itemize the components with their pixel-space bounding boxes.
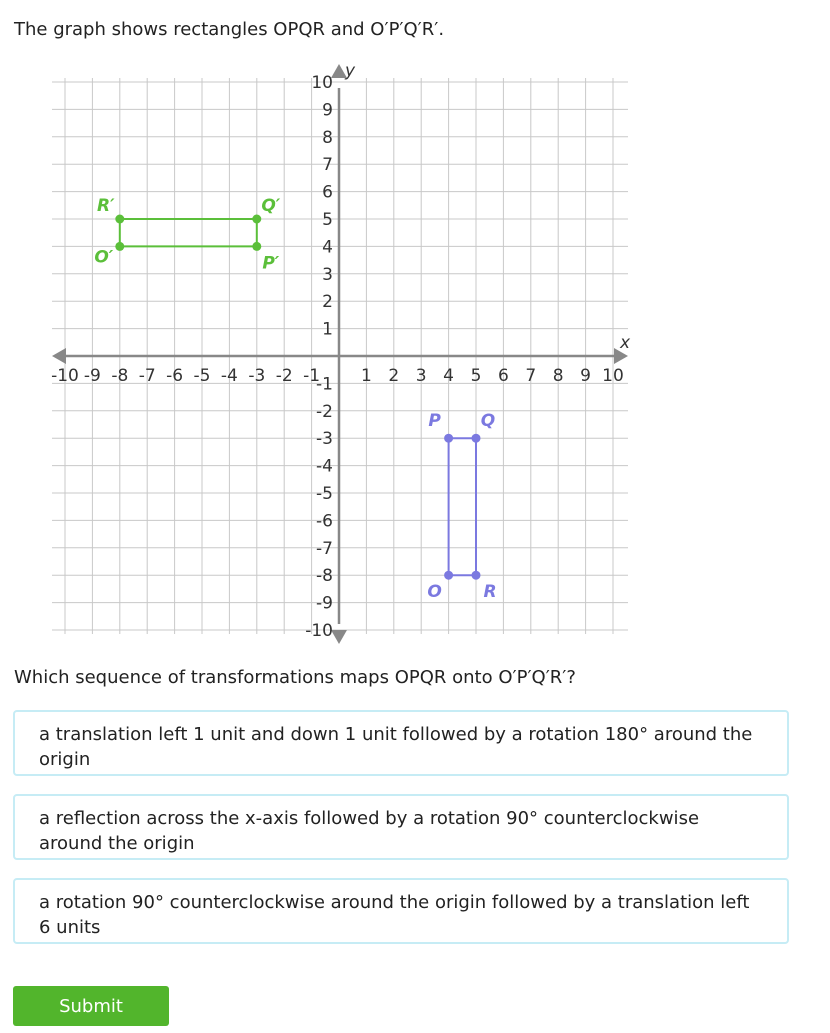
y-tick-label: 5 (322, 210, 333, 230)
y-tick-label: -6 (316, 511, 333, 532)
vertex-point-P′ (252, 242, 261, 251)
vertex-point-P (444, 434, 453, 443)
x-tick-label: 1 (360, 366, 372, 386)
y-tick-label: 9 (322, 100, 333, 121)
y-tick-label: 3 (322, 264, 333, 285)
vertex-label-O: O (427, 582, 442, 603)
y-tick-label: 2 (322, 292, 333, 313)
prompt-text: Which sequence of transformations maps OPQR onto O′P′Q′R′? (14, 667, 576, 688)
x-tick-label: 7 (525, 366, 537, 386)
y-axis-label: y (344, 61, 356, 81)
y-tick-label: 8 (322, 127, 333, 148)
x-tick-label: 10 (602, 366, 624, 386)
axes (52, 61, 631, 644)
rectangle-O′P′Q′R′ (120, 219, 257, 246)
x-tick-label: 4 (443, 366, 455, 386)
x-axis-label: x (619, 333, 631, 353)
vertex-point-Q′ (252, 215, 261, 224)
y-tick-label: 10 (311, 73, 333, 93)
y-tick-label: 7 (322, 155, 333, 176)
vertex-point-O (444, 571, 453, 580)
vertex-point-R (472, 571, 481, 580)
vertex-label-O′: O′ (94, 247, 114, 268)
x-tick-label: -6 (166, 366, 184, 386)
vertex-label-R′: R′ (97, 196, 115, 216)
y-tick-label: -4 (316, 456, 333, 477)
x-tick-label: 2 (388, 366, 400, 386)
vertex-label-Q′: Q′ (261, 196, 281, 216)
x-tick-label: 5 (470, 366, 482, 386)
answer-choice-3[interactable]: a rotation 90° counterclockwise around the origin followed by a translation left 6 units (13, 878, 789, 944)
x-tick-label: -4 (220, 366, 238, 386)
x-tick-label: 3 (415, 366, 427, 386)
x-tick-label: -5 (193, 366, 211, 386)
vertex-point-Q (472, 434, 481, 443)
vertex-label-P: P (428, 411, 441, 432)
y-tick-label: 6 (322, 182, 333, 203)
answer-choice-2[interactable]: a reflection across the x-axis followed by a rotation 90° counterclockwise around the origin (13, 794, 789, 860)
y-tick-label: -10 (305, 621, 333, 641)
vertex-label-P′: P′ (262, 253, 280, 274)
x-tick-label: -9 (83, 366, 101, 386)
y-tick-label: -3 (316, 429, 333, 450)
y-tick-label: -5 (316, 484, 333, 504)
x-tick-label: -2 (275, 366, 293, 386)
y-tick-label: -2 (316, 401, 333, 422)
rectangle-OPQR (449, 438, 476, 575)
x-axis-arrow-left (52, 348, 66, 364)
x-tick-label: -8 (111, 366, 129, 386)
vertex-label-Q: Q (480, 411, 496, 432)
y-tick-label: -9 (316, 593, 333, 614)
question-text: The graph shows rectangles OPQR and O′P′Q′R′. (14, 19, 445, 40)
y-tick-label: -8 (316, 566, 333, 587)
x-tick-label: -10 (51, 366, 79, 386)
x-tick-label: 8 (552, 366, 564, 386)
x-tick-label: 9 (580, 366, 592, 386)
x-tick-label: -7 (138, 366, 156, 386)
y-tick-label: -1 (316, 374, 333, 395)
x-tick-label: -1 (303, 366, 321, 386)
rectangles (94, 196, 496, 602)
vertex-point-R′ (115, 215, 124, 224)
vertex-point-O′ (115, 242, 124, 251)
y-axis-arrow-down (331, 630, 347, 644)
y-tick-label: 4 (322, 237, 333, 258)
vertex-label-R: R (483, 582, 497, 603)
y-tick-label: 1 (322, 319, 333, 340)
x-tick-label: -3 (248, 366, 266, 386)
submit-button[interactable]: Submit (13, 986, 169, 1026)
x-tick-label: 6 (497, 366, 509, 386)
answer-choice-1[interactable]: a translation left 1 unit and down 1 unit followed by a rotation 180° around the origin (13, 710, 789, 776)
y-tick-label: -7 (316, 538, 333, 559)
